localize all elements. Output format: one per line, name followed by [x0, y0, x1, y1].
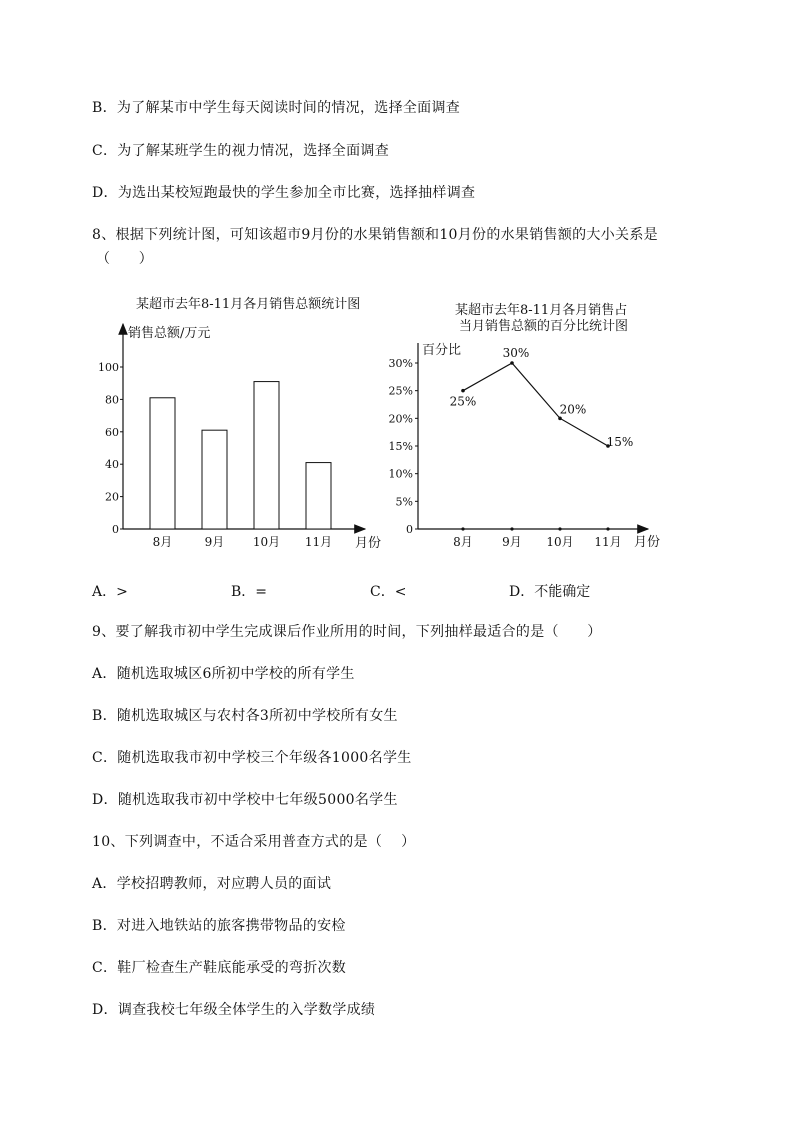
q10-option-a: A．学校招聘教师，对应聘人员的面试	[92, 876, 332, 892]
line-chart-title-2: 当月销售总额的百分比统计图	[459, 319, 629, 334]
line-y-tick-label: 5%	[395, 495, 413, 509]
q10-option-d: D．调查我校七年级全体学生的入学数学成绩	[92, 1002, 376, 1018]
q8-option-b: B．=	[231, 584, 268, 600]
q10-option-c: C．鞋厂检查生产鞋底能承受的弯折次数	[92, 960, 347, 976]
line-x-axis-title: 月份	[634, 535, 661, 550]
q9-option-d: D．随机选取我市初中学校中七年级5000名学生	[92, 792, 398, 808]
line-point-2	[510, 361, 514, 365]
q8-stem: 8、根据下列统计图，可知该超市9月份的水果销售额和10月份的水果销售额的大小关系是	[92, 227, 658, 243]
line-point-label: 20%	[559, 402, 587, 417]
bar-3	[254, 382, 279, 529]
q8-answer-blank: （ ）	[96, 251, 154, 267]
line-x-tick-label: 9月	[502, 535, 522, 549]
line-x-tick-label: 10月	[546, 535, 574, 549]
bar-y-axis-title: 销售总额/万元	[128, 326, 211, 341]
line-point-label: 30%	[502, 346, 530, 360]
bar-x-tick-label: 8月	[152, 535, 173, 549]
x-axis-dot	[510, 527, 513, 530]
bar-y-tick-label: 100	[98, 361, 119, 374]
bar-chart	[95, 318, 385, 583]
x-axis-dot	[558, 527, 561, 530]
q10-stem: 10、下列调查中，不适合采用普查方式的是（ ）	[92, 834, 416, 850]
bar-y-tick-label: 60	[105, 425, 119, 439]
q7-option-d: D．为选出某校短跑最快的学生参加全市比赛，选择抽样调查	[92, 185, 476, 201]
bar-chart-title: 某超市去年8-11月各月销售总额统计图	[136, 297, 361, 312]
line-chart	[385, 335, 675, 565]
bar-2	[202, 430, 227, 529]
q10-option-b: B．对进入地铁站的旅客携带物品的安检	[92, 918, 346, 934]
bar-x-tick-label: 11月	[304, 535, 333, 549]
bar-x-axis-title: 月份	[355, 536, 382, 551]
q9-option-c: C．随机选取我市初中学校三个年级各1000名学生	[92, 750, 412, 766]
line-y-tick-label: 30%	[388, 357, 413, 370]
q8-option-a: A．>	[92, 584, 128, 600]
line-y-tick-label: 10%	[388, 467, 413, 481]
line-y-axis-title: 百分比	[422, 343, 462, 358]
line-y-tick-label: 15%	[388, 440, 413, 453]
line-point-label: 25%	[449, 394, 477, 409]
x-axis-dot	[461, 527, 464, 530]
bar-y-tick-label: 20	[105, 490, 119, 504]
q7-option-b: B．为了解某市中学生每天阅读时间的情况，选择全面调查	[92, 100, 461, 116]
q7-option-c: C．为了解某班学生的视力情况，选择全面调查	[92, 143, 390, 159]
q9-stem: 9、要了解我市初中学生完成课后作业所用的时间，下列抽样最适合的是（ ）	[92, 624, 602, 640]
line-x-tick-label: 8月	[453, 535, 473, 549]
bar-y-tick-label: 80	[105, 393, 119, 407]
bar-1	[150, 398, 175, 529]
q9-option-b: B．随机选取城区与农村各3所初中学校所有女生	[92, 708, 398, 724]
line-y-tick-label: 0	[406, 523, 413, 536]
x-axis-dot	[606, 527, 609, 530]
line-y-tick-label: 25%	[388, 384, 413, 398]
line-x-tick-label: 11月	[594, 535, 622, 549]
line-point-1	[461, 389, 465, 393]
bar-x-tick-label: 10月	[252, 535, 281, 549]
line-y-tick-label: 20%	[388, 412, 413, 426]
bar-x-tick-label: 9月	[204, 535, 225, 549]
q8-option-d: D．不能确定	[509, 584, 591, 600]
q9-option-a: A．随机选取城区6所初中学校的所有学生	[92, 666, 355, 682]
line-point-3	[558, 417, 562, 421]
bar-y-tick-label: 40	[105, 458, 119, 472]
bar-y-tick-label: 0	[112, 523, 119, 536]
line-chart-title-1: 某超市去年8-11月各月销售占	[455, 303, 628, 318]
line-point-label: 15%	[606, 435, 634, 449]
q8-option-c: C．<	[370, 584, 407, 600]
bar-4	[306, 463, 331, 529]
